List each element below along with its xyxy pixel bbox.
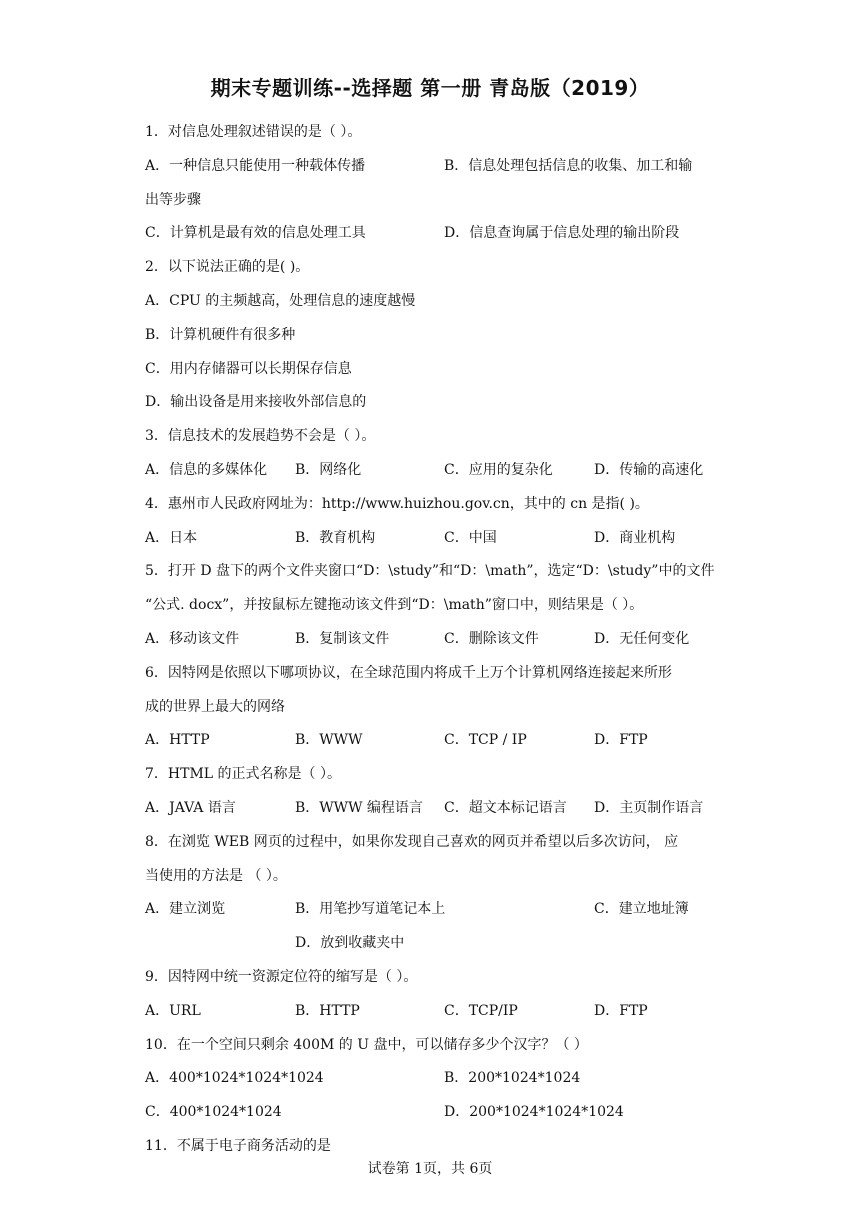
question-list xyxy=(145,116,720,1164)
option-d: D．信息查询属于信息处理的输出阶段 xyxy=(444,225,680,242)
option-a: A．JAVA 语言 xyxy=(145,799,236,816)
option-b: B．复制该文件 xyxy=(295,630,390,647)
option-d: D．输出设备是用来接收外部信息的 xyxy=(145,394,367,411)
question-stem: 2．以下说法正确的是( )。 xyxy=(145,259,310,276)
option-a: A．URL xyxy=(145,1002,201,1019)
question-stem: 7．HTML 的正式名称是（ ）。 xyxy=(145,766,341,783)
question-stem: 5．打开 D 盘下的两个文件夹窗口“D：\study”和“D：\math”，选定“D：\study”中的文件 xyxy=(145,563,715,580)
option-c: C．建立地址簿 xyxy=(594,901,689,918)
page-footer: 试卷第 1页，共 6页 xyxy=(367,1161,493,1177)
option-row xyxy=(145,623,720,657)
option-row xyxy=(145,1096,720,1130)
option-d: D．主页制作语言 xyxy=(594,799,704,816)
option-d: D．FTP xyxy=(594,1002,648,1019)
question-stem: 10．在一个空间只剩余 400M 的 U 盘中，可以储存多少个汉字？（ ） xyxy=(145,1036,588,1053)
question-stem: 6．因特网是依照以下哪项协议，在全球范围内将成千上万个计算机网络连接起来所形 xyxy=(145,664,672,681)
option-b: B．HTTP xyxy=(295,1002,360,1019)
option-b: B．信息处理包括信息的收集、加工和输 xyxy=(444,157,693,174)
option-a: A．移动该文件 xyxy=(145,630,240,647)
option-continuation: 出等步骤 xyxy=(145,191,201,208)
question-stem: 1．对信息处理叙述错误的是（ ）。 xyxy=(145,124,362,140)
question-stem: 11．不属于电子商务活动的是 xyxy=(145,1137,331,1154)
question-stem: 3．信息技术的发展趋势不会是（ ）。 xyxy=(145,428,376,445)
option-b: B．WWW 编程语言 xyxy=(295,799,423,816)
option-a: A．信息的多媒体化 xyxy=(145,461,268,478)
option-a: A．CPU 的主频越高，处理信息的速度越慢 xyxy=(145,292,416,309)
option-row xyxy=(145,792,720,826)
question-stem-continuation: 成的世界上最大的网络 xyxy=(145,698,285,715)
question-stem-continuation: 当使用的方法是 （ ）。 xyxy=(145,867,287,884)
option-a: A．HTTP xyxy=(145,732,210,749)
option-c: C．中国 xyxy=(444,529,497,546)
option-c: C．TCP/IP xyxy=(444,1002,518,1019)
option-row xyxy=(145,893,720,927)
question-stem: 8．在浏览 WEB 网页的过程中，如果你发现自己喜欢的网页并希望以后多次访问， 应 xyxy=(145,833,679,850)
option-d: D．放到收藏夹中 xyxy=(295,935,405,952)
question-stem-continuation: “公式. docx”，并按鼠标左键拖动该文件到“D：\math”窗口中，则结果是（ ）。 xyxy=(145,597,644,614)
option-d: D．传输的高速化 xyxy=(594,461,704,478)
option-row xyxy=(145,150,720,184)
option-b: B．计算机硬件有很多种 xyxy=(145,326,296,343)
option-a: A．建立浏览 xyxy=(145,901,226,918)
option-c: C．TCP / IP xyxy=(444,732,527,749)
option-row xyxy=(145,724,720,758)
option-c: C．计算机是最有效的信息处理工具 xyxy=(145,225,366,242)
option-row xyxy=(145,217,720,251)
option-d: D．无任何变化 xyxy=(594,630,690,647)
question-stem: 9．因特网中统一资源定位符的缩写是（ ）。 xyxy=(145,968,418,985)
option-row xyxy=(145,995,720,1029)
option-c: C．删除该文件 xyxy=(444,630,539,647)
option-b: B．用笔抄写道笔记本上 xyxy=(295,901,446,918)
option-a: A．一种信息只能使用一种载体传播 xyxy=(145,157,366,174)
option-c: C．用内存储器可以长期保存信息 xyxy=(145,360,352,377)
option-b: B．教育机构 xyxy=(295,529,376,546)
option-row xyxy=(145,454,720,488)
option-row xyxy=(145,1062,720,1096)
option-b: B．网络化 xyxy=(295,461,362,478)
option-c: C．超文本标记语言 xyxy=(444,799,567,816)
option-row xyxy=(145,927,720,961)
option-d: D．FTP xyxy=(594,732,648,749)
option-d: D．商业机构 xyxy=(594,529,676,546)
question-stem: 4．惠州市人民政府网址为：http://www.huizhou.gov.cn，其中的 cn 是指( )。 xyxy=(145,495,649,512)
option-b: B．200*1024*1024 xyxy=(444,1070,581,1087)
exam-title: 期末专题训练--选择题 第一册 青岛版（2019） xyxy=(210,76,650,100)
option-c: C．应用的复杂化 xyxy=(444,461,553,478)
option-d: D．200*1024*1024*1024 xyxy=(444,1104,624,1121)
option-a: A．400*1024*1024*1024 xyxy=(145,1070,324,1087)
option-row xyxy=(145,522,720,556)
option-a: A．日本 xyxy=(145,529,198,546)
option-c: C．400*1024*1024 xyxy=(145,1104,282,1121)
option-b: B．WWW xyxy=(295,732,363,749)
